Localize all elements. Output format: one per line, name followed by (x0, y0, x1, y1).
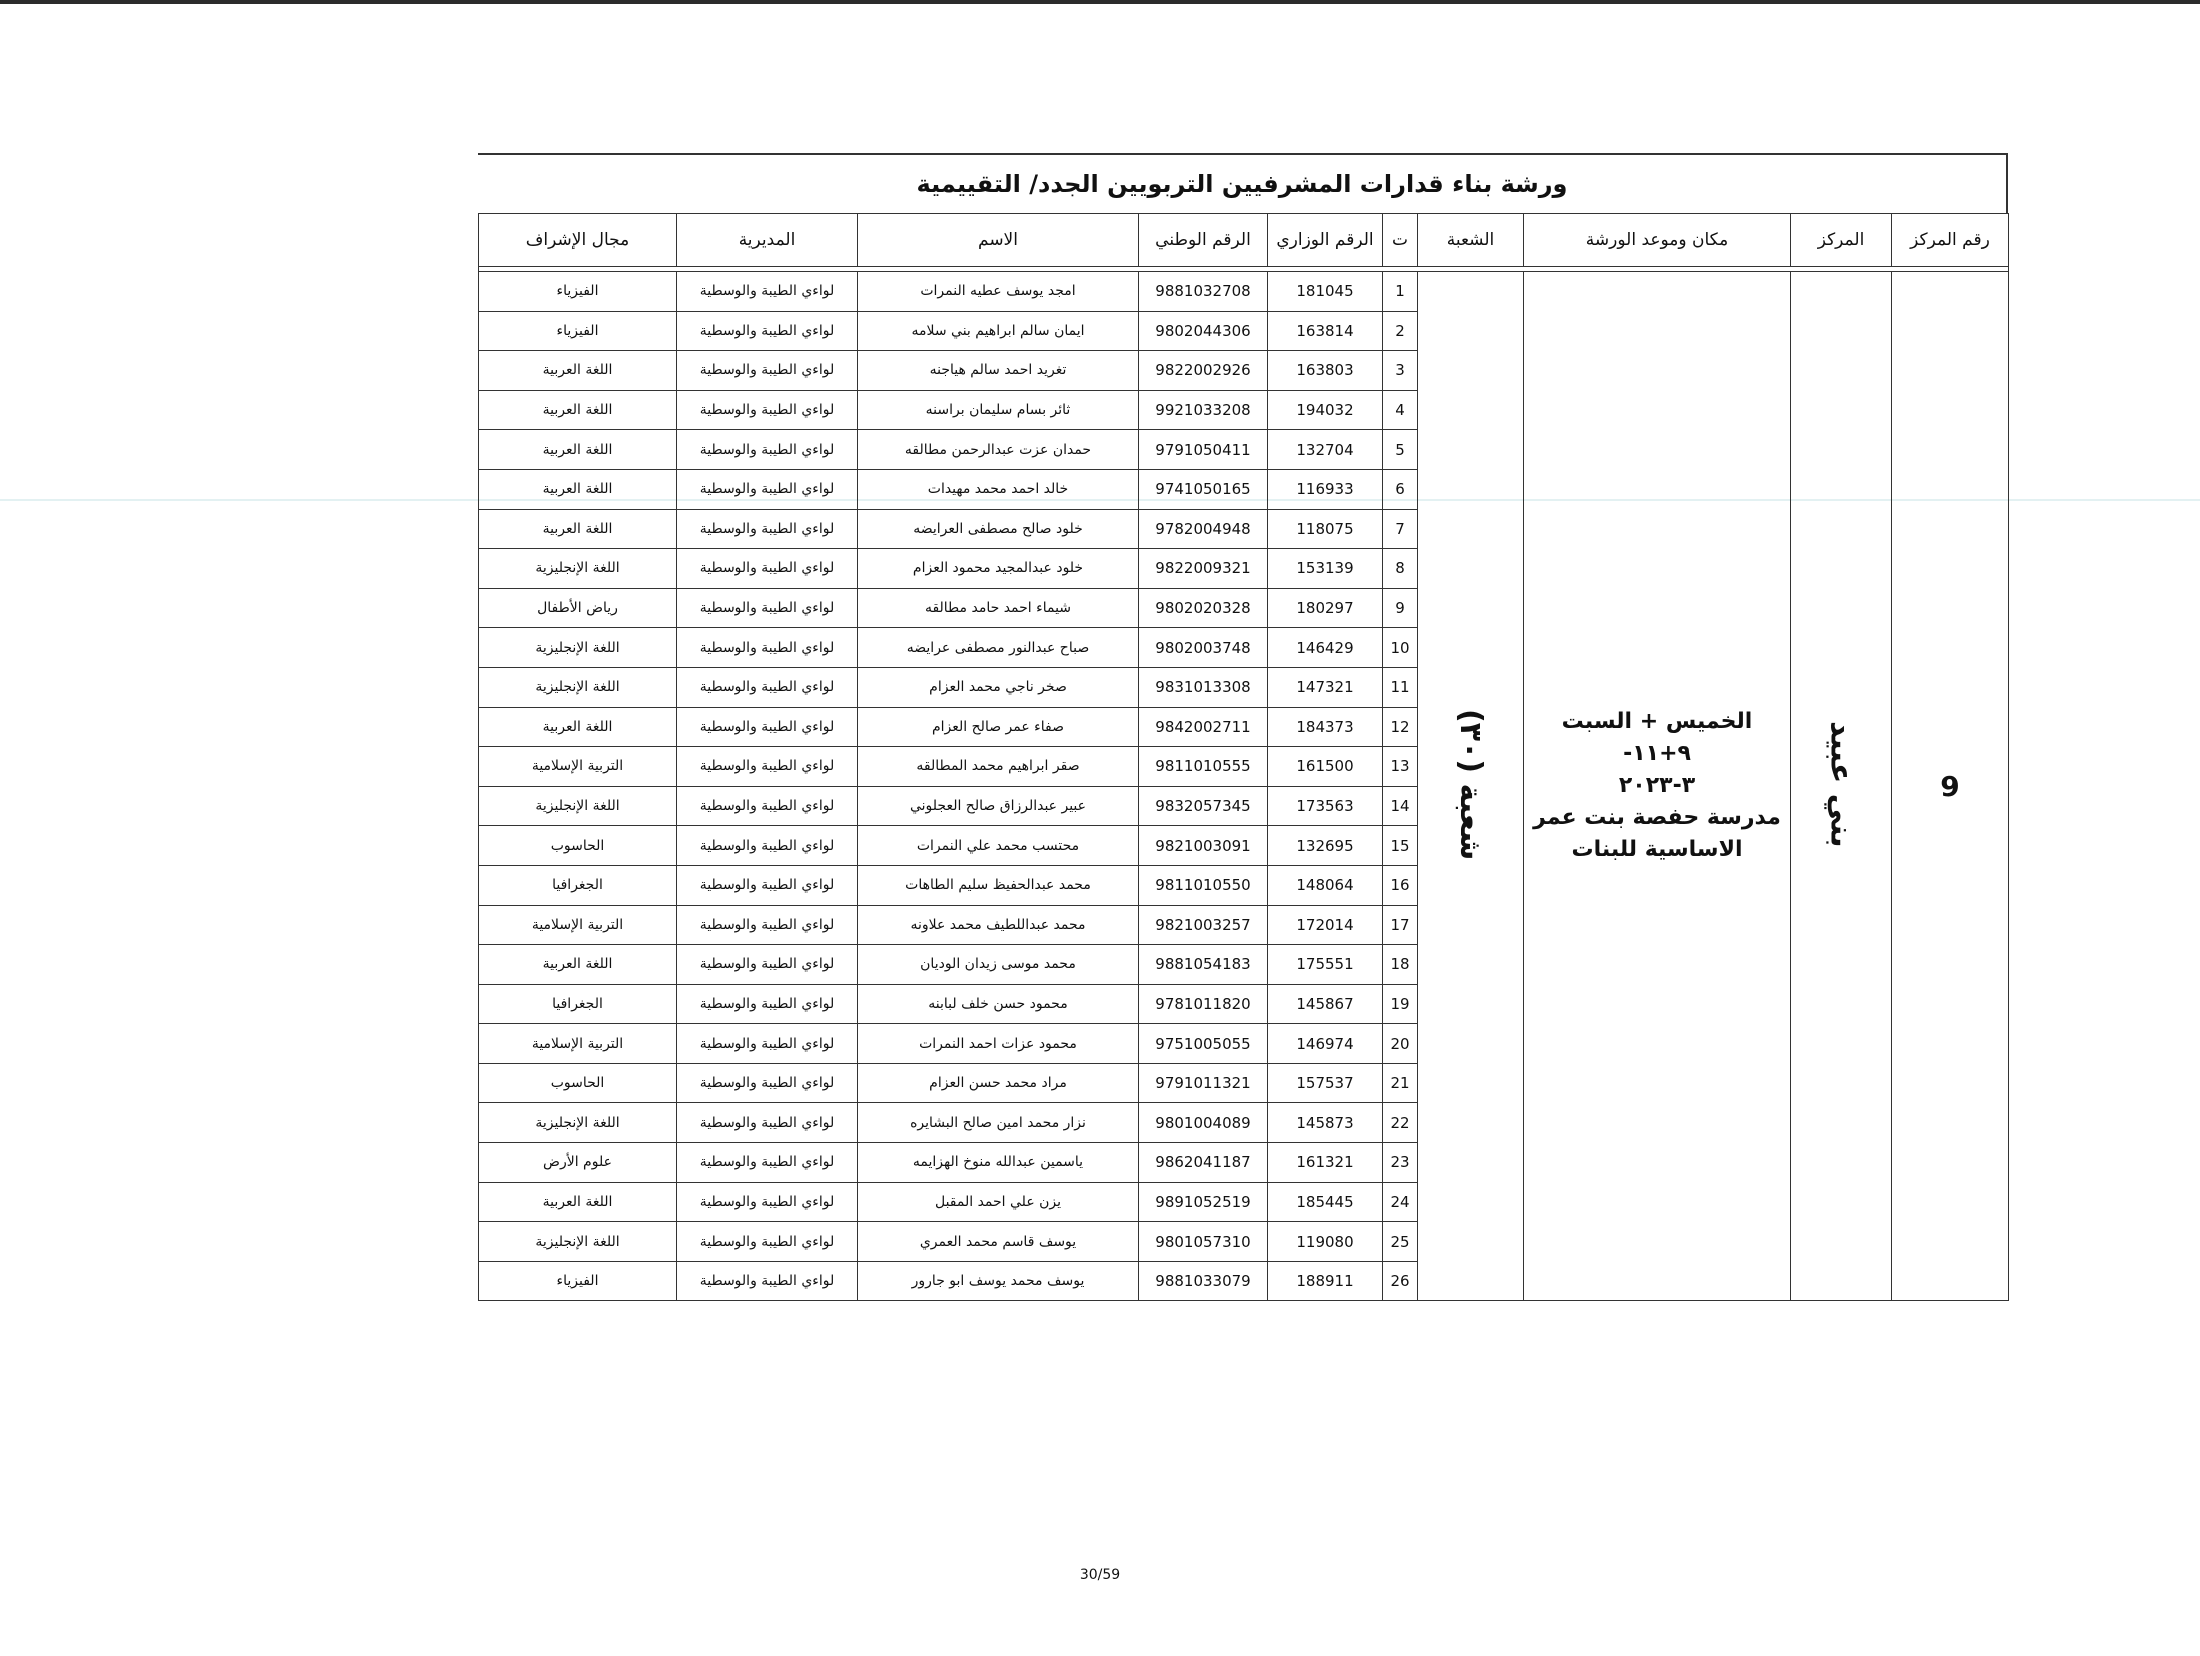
seq-cell: 2 (1383, 311, 1418, 351)
header-section: الشعبة (1418, 214, 1524, 267)
seq-cell: 8 (1383, 549, 1418, 589)
seq-cell: 20 (1383, 1024, 1418, 1064)
participant-name-cell: تغريد احمد سالم هياجنه (858, 351, 1139, 391)
supervision-field-cell: الحاسوب (479, 1063, 677, 1103)
directorate-cell: لواءي الطيبة والوسطية (677, 786, 858, 826)
table-body (479, 267, 2009, 1301)
supervision-field-cell: اللغة العربية (479, 469, 677, 509)
section-cell (1418, 272, 1524, 1301)
national-number-cell: 9751005055 (1139, 1024, 1268, 1064)
directorate-cell: لواءي الطيبة والوسطية (677, 905, 858, 945)
participant-name-cell: محمود عزات احمد النمرات (858, 1024, 1139, 1064)
seq-cell: 22 (1383, 1103, 1418, 1143)
national-number-cell: 9831013308 (1139, 667, 1268, 707)
supervision-field-cell: اللغة الإنجليزية (479, 786, 677, 826)
ministry-number-cell: 173563 (1268, 786, 1383, 826)
participant-name-cell: عبير عبدالرزاق صالح العجلوني (858, 786, 1139, 826)
national-number-cell: 9801004089 (1139, 1103, 1268, 1143)
supervision-field-cell: الفيزياء (479, 311, 677, 351)
supervision-field-cell: رياض الأطفال (479, 588, 677, 628)
ministry-number-cell: 145867 (1268, 984, 1383, 1024)
national-number-cell: 9791050411 (1139, 430, 1268, 470)
participant-name-cell: نزار محمد امين صالح البشايره (858, 1103, 1139, 1143)
directorate-cell: لواءي الطيبة والوسطية (677, 430, 858, 470)
national-number-cell: 9791011321 (1139, 1063, 1268, 1103)
place-time-line-2: ٣-٢٠٢٣ (1618, 773, 1696, 799)
seq-cell: 26 (1383, 1261, 1418, 1301)
seq-cell: 25 (1383, 1222, 1418, 1262)
national-number-cell: 9802003748 (1139, 628, 1268, 668)
directorate-cell: لواءي الطيبة والوسطية (677, 1103, 858, 1143)
ministry-number-cell: 145873 (1268, 1103, 1383, 1143)
directorate-cell: لواءي الطيبة والوسطية (677, 1261, 858, 1301)
supervision-field-cell: اللغة الإنجليزية (479, 1103, 677, 1143)
ministry-number-cell: 116933 (1268, 469, 1383, 509)
directorate-cell: لواءي الطيبة والوسطية (677, 865, 858, 905)
seq-cell: 9 (1383, 588, 1418, 628)
place-time-line-1: الخميس + السبت ٩+١١- (1561, 709, 1753, 767)
directorate-cell: لواءي الطيبة والوسطية (677, 826, 858, 866)
participant-name-cell: خلود صالح مصطفى العرايضه (858, 509, 1139, 549)
participant-name-cell: خلود عبدالمجيد محمود العزام (858, 549, 1139, 589)
place-time-line-4: الاساسية للبنات (1571, 837, 1743, 863)
ministry-number-cell: 161321 (1268, 1143, 1383, 1183)
seq-cell: 1 (1383, 272, 1418, 312)
center-name-cell (1791, 272, 1892, 1301)
supervision-field-cell: اللغة العربية (479, 1182, 677, 1222)
supervision-field-cell: اللغة الإنجليزية (479, 1222, 677, 1262)
directorate-cell: لواءي الطيبة والوسطية (677, 747, 858, 787)
participant-name-cell: يزن علي احمد المقبل (858, 1182, 1139, 1222)
seq-cell: 5 (1383, 430, 1418, 470)
document-title-row (478, 153, 2008, 213)
center-number-cell: 9 (1892, 272, 2009, 1301)
participant-name-cell: ايمان سالم ابراهيم بني سلامه (858, 311, 1139, 351)
seq-cell: 4 (1383, 390, 1418, 430)
ministry-number-cell: 163803 (1268, 351, 1383, 391)
supervision-field-cell: التربية الإسلامية (479, 747, 677, 787)
supervision-field-cell: التربية الإسلامية (479, 1024, 677, 1064)
place-time-line-3: مدرسة حفصة بنت عمر (1533, 805, 1781, 831)
participant-name-cell: محمد عبداللطيف محمد علاونه (858, 905, 1139, 945)
national-number-cell: 9822009321 (1139, 549, 1268, 589)
ministry-number-cell: 163814 (1268, 311, 1383, 351)
participants-table (478, 213, 2009, 1301)
document-sheet (478, 153, 2008, 1301)
supervision-field-cell: اللغة الإنجليزية (479, 628, 677, 668)
ministry-number-cell: 194032 (1268, 390, 1383, 430)
seq-cell: 12 (1383, 707, 1418, 747)
header-place-time: مكان وموعد الورشة (1524, 214, 1791, 267)
directorate-cell: لواءي الطيبة والوسطية (677, 628, 858, 668)
header-field: مجال الإشراف (479, 214, 677, 267)
ministry-number-cell: 180297 (1268, 588, 1383, 628)
center-name: بني عبيد (1823, 720, 1859, 848)
seq-cell: 6 (1383, 469, 1418, 509)
seq-cell: 16 (1383, 865, 1418, 905)
supervision-field-cell: اللغة العربية (479, 390, 677, 430)
supervision-field-cell: اللغة الإنجليزية (479, 549, 677, 589)
participant-name-cell: صفاء عمر صالح العزام (858, 707, 1139, 747)
participant-name-cell: محمد عبدالحفيظ سليم الطاهات (858, 865, 1139, 905)
supervision-field-cell: اللغة العربية (479, 509, 677, 549)
participant-name-cell: صقر ابراهيم محمد المطالقه (858, 747, 1139, 787)
directorate-cell: لواءي الطيبة والوسطية (677, 588, 858, 628)
participant-name-cell: امجد يوسف عطيه النمرات (858, 272, 1139, 312)
directorate-cell: لواءي الطيبة والوسطية (677, 1143, 858, 1183)
national-number-cell: 9881033079 (1139, 1261, 1268, 1301)
table-row (479, 272, 2009, 312)
document-title: ورشة بناء قدارات المشرفيين التربويين الجدد/ التقييمية (916, 170, 1568, 198)
national-number-cell: 9821003257 (1139, 905, 1268, 945)
seq-cell: 14 (1383, 786, 1418, 826)
section-label: شعبة (٣٠) (1453, 708, 1488, 860)
participant-name-cell: يوسف قاسم محمد العمري (858, 1222, 1139, 1262)
supervision-field-cell: الفيزياء (479, 272, 677, 312)
ministry-number-cell: 132704 (1268, 430, 1383, 470)
directorate-cell: لواءي الطيبة والوسطية (677, 1222, 858, 1262)
supervision-field-cell: التربية الإسلامية (479, 905, 677, 945)
scan-top-edge (0, 0, 2200, 4)
directorate-cell: لواءي الطيبة والوسطية (677, 984, 858, 1024)
directorate-cell: لواءي الطيبة والوسطية (677, 469, 858, 509)
national-number-cell: 9921033208 (1139, 390, 1268, 430)
national-number-cell: 9842002711 (1139, 707, 1268, 747)
national-number-cell: 9741050165 (1139, 469, 1268, 509)
ministry-number-cell: 148064 (1268, 865, 1383, 905)
directorate-cell: لواءي الطيبة والوسطية (677, 707, 858, 747)
national-number-cell: 9862041187 (1139, 1143, 1268, 1183)
directorate-cell: لواءي الطيبة والوسطية (677, 667, 858, 707)
ministry-number-cell: 188911 (1268, 1261, 1383, 1301)
participant-name-cell: يوسف محمد يوسف ابو جارور (858, 1261, 1139, 1301)
supervision-field-cell: علوم الأرض (479, 1143, 677, 1183)
ministry-number-cell: 132695 (1268, 826, 1383, 866)
participant-name-cell: صخر ناجي محمد العزام (858, 667, 1139, 707)
directorate-cell: لواءي الطيبة والوسطية (677, 311, 858, 351)
supervision-field-cell: الجغرافيا (479, 865, 677, 905)
seq-cell: 13 (1383, 747, 1418, 787)
ministry-number-cell: 175551 (1268, 945, 1383, 985)
header-seq: ت (1383, 214, 1418, 267)
national-number-cell: 9782004948 (1139, 509, 1268, 549)
participant-name-cell: مراد محمد حسن العزام (858, 1063, 1139, 1103)
directorate-cell: لواءي الطيبة والوسطية (677, 509, 858, 549)
seq-cell: 10 (1383, 628, 1418, 668)
seq-cell: 21 (1383, 1063, 1418, 1103)
national-number-cell: 9822002926 (1139, 351, 1268, 391)
directorate-cell: لواءي الطيبة والوسطية (677, 272, 858, 312)
header-center: المركز (1791, 214, 1892, 267)
participant-name-cell: خالد احمد محمد مهيدات (858, 469, 1139, 509)
participant-name-cell: محتسب محمد علي النمرات (858, 826, 1139, 866)
national-number-cell: 9802044306 (1139, 311, 1268, 351)
directorate-cell: لواءي الطيبة والوسطية (677, 351, 858, 391)
participant-name-cell: محمد موسى زيدان الوديان (858, 945, 1139, 985)
supervision-field-cell: اللغة العربية (479, 707, 677, 747)
national-number-cell: 9832057345 (1139, 786, 1268, 826)
ministry-number-cell: 153139 (1268, 549, 1383, 589)
supervision-field-cell: اللغة العربية (479, 351, 677, 391)
supervision-field-cell: الجغرافيا (479, 984, 677, 1024)
participant-name-cell: صباح عبدالنور مصطفى عرايضه (858, 628, 1139, 668)
ministry-number-cell: 184373 (1268, 707, 1383, 747)
directorate-cell: لواءي الطيبة والوسطية (677, 1024, 858, 1064)
participant-name-cell: ثائر بسام سليمان براسنه (858, 390, 1139, 430)
national-number-cell: 9881032708 (1139, 272, 1268, 312)
supervision-field-cell: اللغة العربية (479, 430, 677, 470)
seq-cell: 18 (1383, 945, 1418, 985)
supervision-field-cell: اللغة الإنجليزية (479, 667, 677, 707)
national-number-cell: 9891052519 (1139, 1182, 1268, 1222)
ministry-number-cell: 157537 (1268, 1063, 1383, 1103)
ministry-number-cell: 161500 (1268, 747, 1383, 787)
seq-cell: 15 (1383, 826, 1418, 866)
seq-cell: 7 (1383, 509, 1418, 549)
seq-cell: 19 (1383, 984, 1418, 1024)
national-number-cell: 9802020328 (1139, 588, 1268, 628)
participant-name-cell: محمود حسن خلف لبابنه (858, 984, 1139, 1024)
ministry-number-cell: 146974 (1268, 1024, 1383, 1064)
seq-cell: 23 (1383, 1143, 1418, 1183)
seq-cell: 11 (1383, 667, 1418, 707)
supervision-field-cell: الحاسوب (479, 826, 677, 866)
supervision-field-cell: اللغة العربية (479, 945, 677, 985)
directorate-cell: لواءي الطيبة والوسطية (677, 1063, 858, 1103)
directorate-cell: لواءي الطيبة والوسطية (677, 390, 858, 430)
directorate-cell: لواءي الطيبة والوسطية (677, 549, 858, 589)
participant-name-cell: حمدان عزت عبدالرحمن مطالقه (858, 430, 1139, 470)
national-number-cell: 9821003091 (1139, 826, 1268, 866)
header-directorate: المديرية (677, 214, 858, 267)
ministry-number-cell: 181045 (1268, 272, 1383, 312)
ministry-number-cell: 146429 (1268, 628, 1383, 668)
directorate-cell: لواءي الطيبة والوسطية (677, 945, 858, 985)
seq-cell: 3 (1383, 351, 1418, 391)
ministry-number-cell: 119080 (1268, 1222, 1383, 1262)
national-number-cell: 9811010555 (1139, 747, 1268, 787)
ministry-number-cell: 185445 (1268, 1182, 1383, 1222)
seq-cell: 17 (1383, 905, 1418, 945)
national-number-cell: 9811010550 (1139, 865, 1268, 905)
header-center-no: رقم المركز (1892, 214, 2009, 267)
directorate-cell: لواءي الطيبة والوسطية (677, 1182, 858, 1222)
table-header-row (479, 214, 2009, 267)
participant-name-cell: ياسمين عبدالله منوخ الهزايمه (858, 1143, 1139, 1183)
header-name: الاسم (858, 214, 1139, 267)
national-number-cell: 9801057310 (1139, 1222, 1268, 1262)
participant-name-cell: شيماء احمد حامد مطالقه (858, 588, 1139, 628)
page-number: 30/59 (1079, 1567, 1121, 1583)
ministry-number-cell: 118075 (1268, 509, 1383, 549)
seq-cell: 24 (1383, 1182, 1418, 1222)
header-national-no: الرقم الوطني (1139, 214, 1268, 267)
ministry-number-cell: 172014 (1268, 905, 1383, 945)
place-time-cell (1524, 272, 1791, 1301)
header-ministry-no: الرقم الوزاري (1268, 214, 1383, 267)
national-number-cell: 9881054183 (1139, 945, 1268, 985)
national-number-cell: 9781011820 (1139, 984, 1268, 1024)
supervision-field-cell: الفيزياء (479, 1261, 677, 1301)
ministry-number-cell: 147321 (1268, 667, 1383, 707)
